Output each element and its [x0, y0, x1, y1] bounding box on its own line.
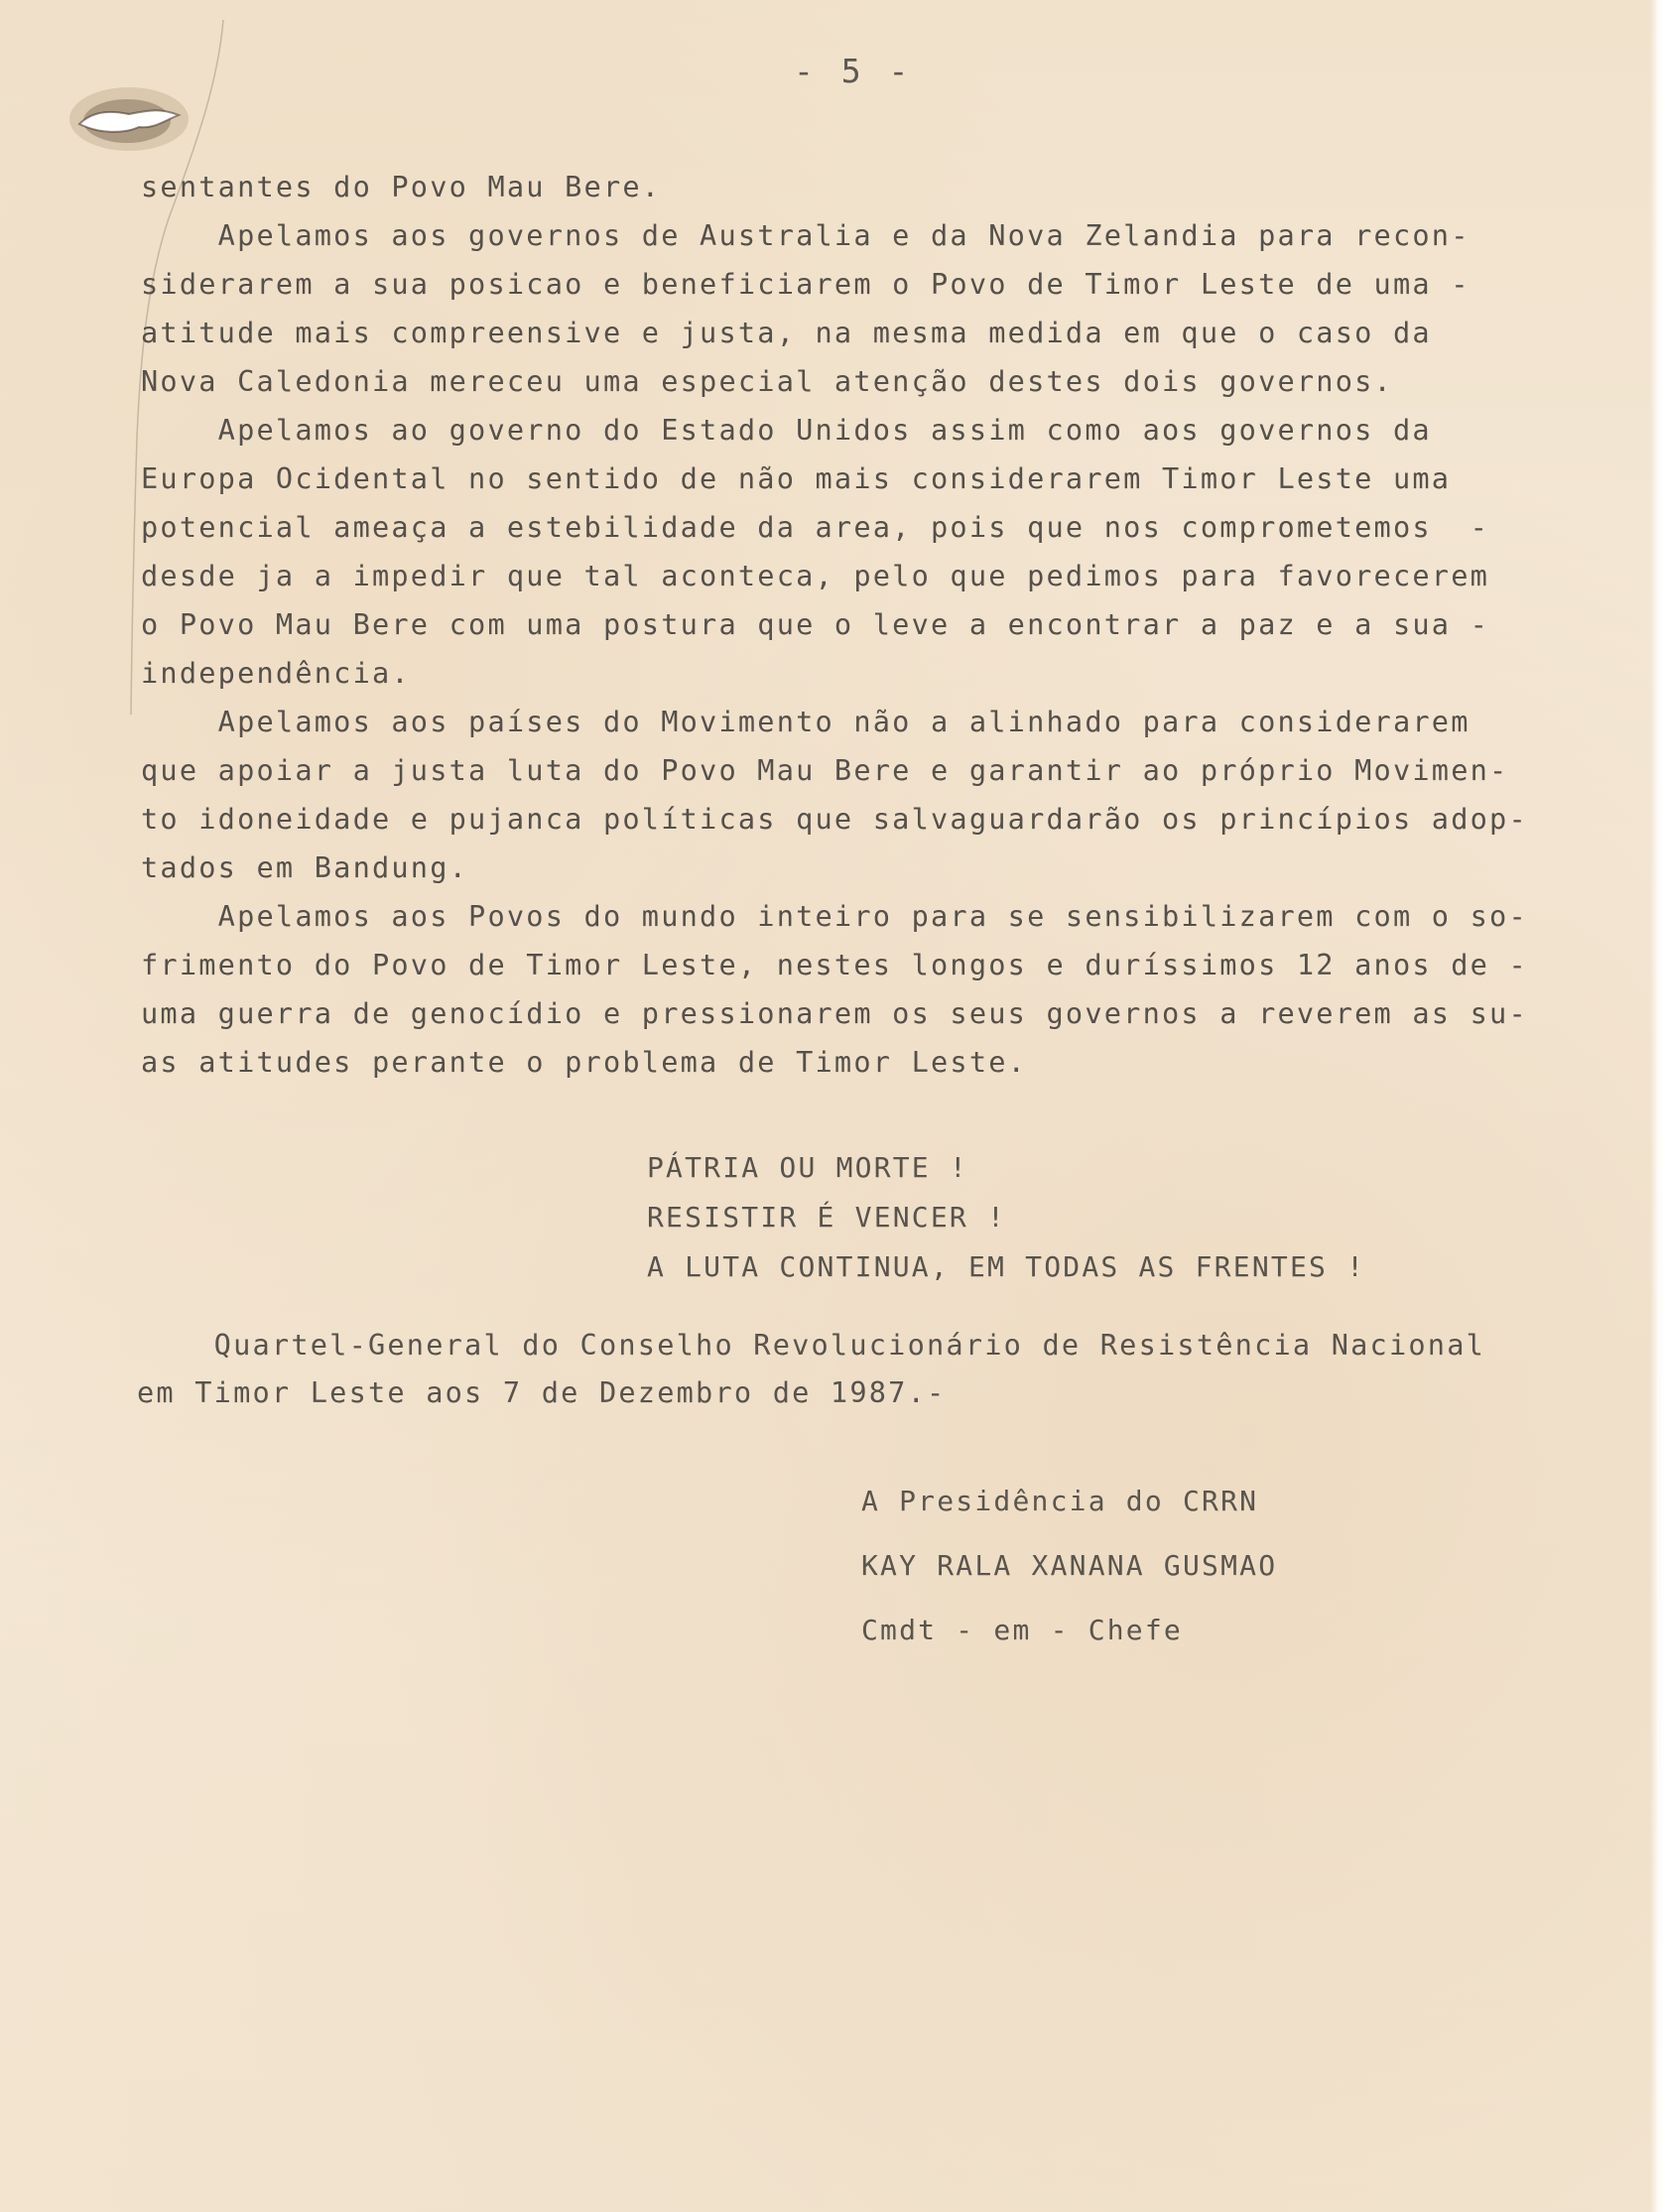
body-line: tados em Bandung.: [141, 850, 469, 884]
slogans-block: [647, 1143, 1365, 1292]
body-line: as atitudes perante o problema de Timor Leste.: [141, 1045, 1028, 1079]
body-line: Europa Ocidental no sentido de não mais considerarem Timor Leste uma: [141, 461, 1452, 495]
page-number: - 5 -: [794, 52, 913, 90]
signature-line: A Presidência do CRRN: [861, 1485, 1259, 1517]
signature-block: [861, 1469, 1277, 1662]
body-line: Nova Caledonia mereceu uma especial atenção destes dois governos.: [141, 364, 1393, 398]
signature-line: Cmdt - em - Chefe: [861, 1614, 1183, 1646]
body-line: uma guerra de genocídio e pressionarem os seus governos a reverem as su-: [141, 996, 1528, 1030]
closing-line: Quartel-General do Conselho Revolucionário de Resistência Nacional: [137, 1328, 1486, 1362]
letter-body: [141, 163, 1570, 1087]
body-line: que apoiar a justa luta do Povo Mau Bere e garantir ao próprio Movimen-: [141, 753, 1509, 787]
body-line: Apelamos aos países do Movimento não a alinhado para considerarem: [141, 705, 1471, 738]
slogan-line: PÁTRIA OU MORTE !: [647, 1151, 968, 1184]
body-line: Apelamos aos governos de Australia e da Nova Zelandia para recon-: [141, 218, 1471, 252]
slogan-line: RESISTIR É VENCER !: [647, 1201, 1007, 1234]
body-line: atitude mais compreensive e justa, na mesma medida em que o caso da: [141, 316, 1432, 349]
body-line: Apelamos ao governo do Estado Unidos assim como aos governos da: [141, 413, 1432, 447]
body-line: independência.: [141, 656, 411, 690]
body-line: Apelamos aos Povos do mundo inteiro para se sensibilizarem com o so-: [141, 899, 1528, 933]
paper-edge: [1650, 0, 1664, 2212]
place-date-block: [137, 1321, 1485, 1416]
body-line: sentantes do Povo Mau Bere.: [141, 170, 662, 203]
body-line: to idoneidade e pujanca políticas que salvaguardarão os princípios adop-: [141, 802, 1528, 836]
signature-line: KAY RALA XANANA GUSMAO: [861, 1549, 1278, 1582]
body-line: potencial ameaça a estebilidade da area, pois que nos comprometemos -: [141, 510, 1490, 544]
body-line: desde ja a impedir que tal aconteca, pelo que pedimos para favorecerem: [141, 559, 1490, 592]
closing-line: em Timor Leste aos 7 de Dezembro de 1987.-: [137, 1375, 947, 1409]
body-line: frimento do Povo de Timor Leste, nestes longos e duríssimos 12 anos de -: [141, 948, 1528, 981]
slogan-line: A LUTA CONTINUA, EM TODAS AS FRENTES !: [647, 1250, 1366, 1283]
body-line: siderarem a sua posicao e beneficiarem o Povo de Timor Leste de uma -: [141, 267, 1471, 301]
body-line: o Povo Mau Bere com uma postura que o leve a encontrar a paz e a sua -: [141, 607, 1490, 641]
